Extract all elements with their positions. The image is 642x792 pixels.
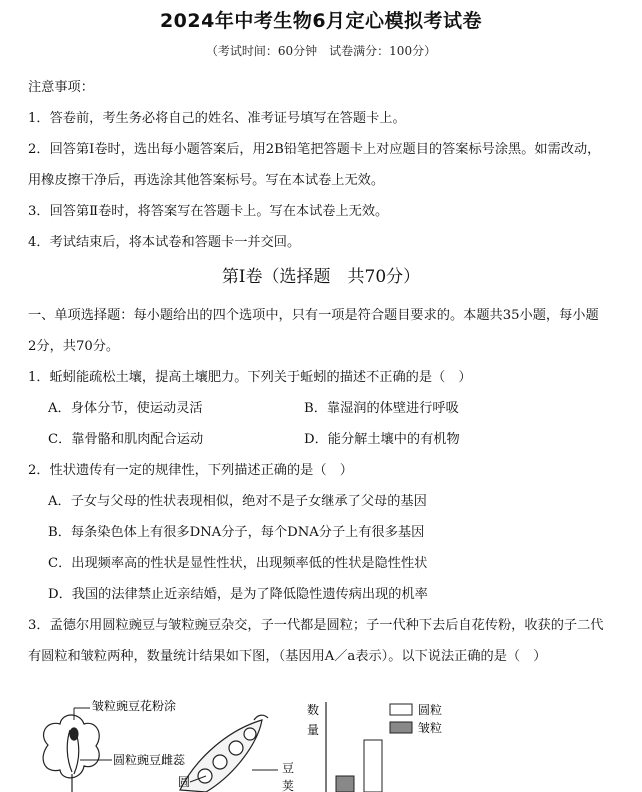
exam-title: 2024年中考生物6月定心模拟考试卷 (159, 10, 483, 32)
label-pod-2: 荚 (282, 779, 295, 792)
exam-subtitle: （考试时间：60分钟 试卷满分：100分） (205, 44, 437, 58)
legend-round-swatch (390, 704, 412, 715)
pea-cross-figure (0, 690, 642, 792)
notice-heading: 注意事项： (28, 80, 94, 95)
notice-item: 3．回答第Ⅱ卷时，将答案写在答题卡上。写在本试卷上无效。 (28, 204, 389, 219)
y-axis-label-2: 量 (307, 723, 320, 737)
question-1-stem: 1．蚯蚓能疏松土壤，提高土壤肥力。下列关于蚯蚓的描述不正确的是（ ） (28, 370, 472, 385)
section-title: 第Ⅰ卷（选择题 共70分） (221, 267, 421, 287)
notice-item: 4．考试结束后，将本试卷和答题卡一并交回。 (28, 235, 301, 250)
question-2-option-b: B．每条染色体上有很多DNA分子，每个DNA分子上有很多基因 (48, 525, 425, 540)
question-2-option-d: D．我国的法律禁止近亲结婚，是为了降低隐性遗传病出现的机率 (48, 587, 428, 602)
question-2-option-a: A．子女与父母的性状表现相似，绝对不是子女继承了父母的基因 (48, 494, 427, 509)
label-wrinkled-pollen: 皱粒豌豆花粉涂 (92, 699, 177, 713)
question-1-option-a: A．身体分节，使运动灵活 (48, 401, 203, 416)
question-1-option-c: C．靠骨骼和肌肉配合运动 (48, 432, 204, 447)
bar-wrinkled (336, 776, 354, 792)
label-pod-1: 豆 (282, 761, 295, 775)
part-one-instruction: 2分，共70分。 (28, 339, 120, 354)
y-axis-label-1: 数 (307, 703, 320, 717)
pea-flower-illustration (43, 708, 99, 792)
seed-count-chart (307, 702, 442, 792)
legend-wrinkled-swatch (390, 722, 412, 733)
legend-wrinkled-label: 皱粒 (418, 721, 443, 735)
label-round-pistil: 圆粒豌豆雌蕊 (113, 753, 186, 767)
label-round: 圆 (178, 775, 191, 789)
notice-item: 1．答卷前，考生务必将自己的姓名、准考证号填写在答题卡上。 (28, 111, 406, 126)
notice-item: 用橡皮擦干净后，再选涂其他答案标号。写在本试卷上无效。 (28, 173, 385, 188)
part-one-instruction: 一、单项选择题：每小题给出的四个选项中，只有一项是符合题目要求的。本题共35小题，每小题 (28, 308, 599, 323)
question-2-stem: 2．性状遗传有一定的规律性，下列描述正确的是（ ） (28, 463, 353, 478)
question-3-stem: 3．孟德尔用圆粒豌豆与皱粒豌豆杂交，子一代都是圆粒；子一代种下去后自花传粉，收获的子二代 (28, 618, 604, 633)
notice-item: 2．回答第Ⅰ卷时，选出每小题答案后，用2B铅笔把答题卡上对应题目的答案标号涂黑。如需改动， (28, 142, 601, 157)
question-1-option-d: D．能分解土壤中的有机物 (304, 432, 460, 447)
question-3-stem: 有圆粒和皱粒两种，数量统计结果如下图，（基因用A／a表示）。以下说法正确的是（ ） (28, 649, 547, 664)
legend-round-label: 圆粒 (418, 703, 443, 717)
question-1-option-b: B．靠湿润的体壁进行呼吸 (304, 401, 459, 416)
question-2-option-c: C．出现频率高的性状是显性性状，出现频率低的性状是隐性性状 (48, 556, 428, 571)
bar-round (364, 740, 382, 792)
